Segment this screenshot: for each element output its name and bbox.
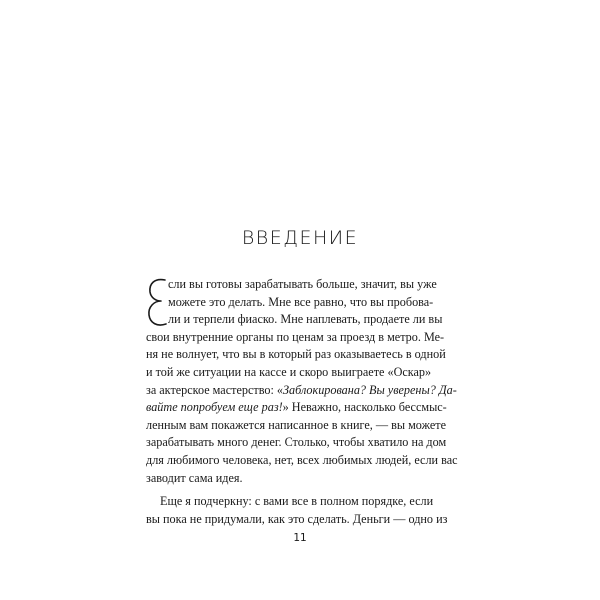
text-line: можете это делать. Мне все равно, что вы пробова- xyxy=(168,294,434,309)
text-line: Еще я подчеркну: с вами все в полном порядке, если xyxy=(160,494,434,509)
text-line: ли и терпели фиаско. Мне наплевать, продаете ли вы xyxy=(168,312,443,327)
text-segment: за актерское мастерство: « xyxy=(146,382,283,397)
text-line: для любимого человека, нет, всех любимых людей, если вас xyxy=(146,452,458,467)
text-segment: » Неважно, насколько бессмыс- xyxy=(282,400,447,415)
text-line xyxy=(146,382,457,400)
text-line: ня не волнует, что вы в который раз оказываетесь в одной xyxy=(146,347,446,362)
italic-quote: вайте попробуем еще раз! xyxy=(146,400,283,415)
page-number: 11 xyxy=(293,532,307,544)
body-text xyxy=(146,276,458,528)
chapter-title: ВВЕДЕНИЕ xyxy=(241,227,359,249)
text-line: свои внутренние органы по ценам за проезд в метро. Ме- xyxy=(146,329,445,344)
text-line xyxy=(146,399,447,417)
text-line: заводит сама идея. xyxy=(146,470,243,485)
text-line: и той же ситуации на кассе и скоро выиграете «Оскар» xyxy=(146,364,432,379)
text-line: зарабатывать много денег. Столько, чтобы хватило на дом xyxy=(146,435,447,450)
text-line: ленным вам покажется написанное в книге, — вы можете xyxy=(146,417,446,432)
italic-quote: Заблокирована? Вы уверены? Да- xyxy=(282,382,457,397)
text-line: сли вы готовы зарабатывать больше, значит, вы уже xyxy=(168,277,437,291)
text-line: вы пока не придумали, как это сделать. Деньги — одно из xyxy=(146,511,448,526)
